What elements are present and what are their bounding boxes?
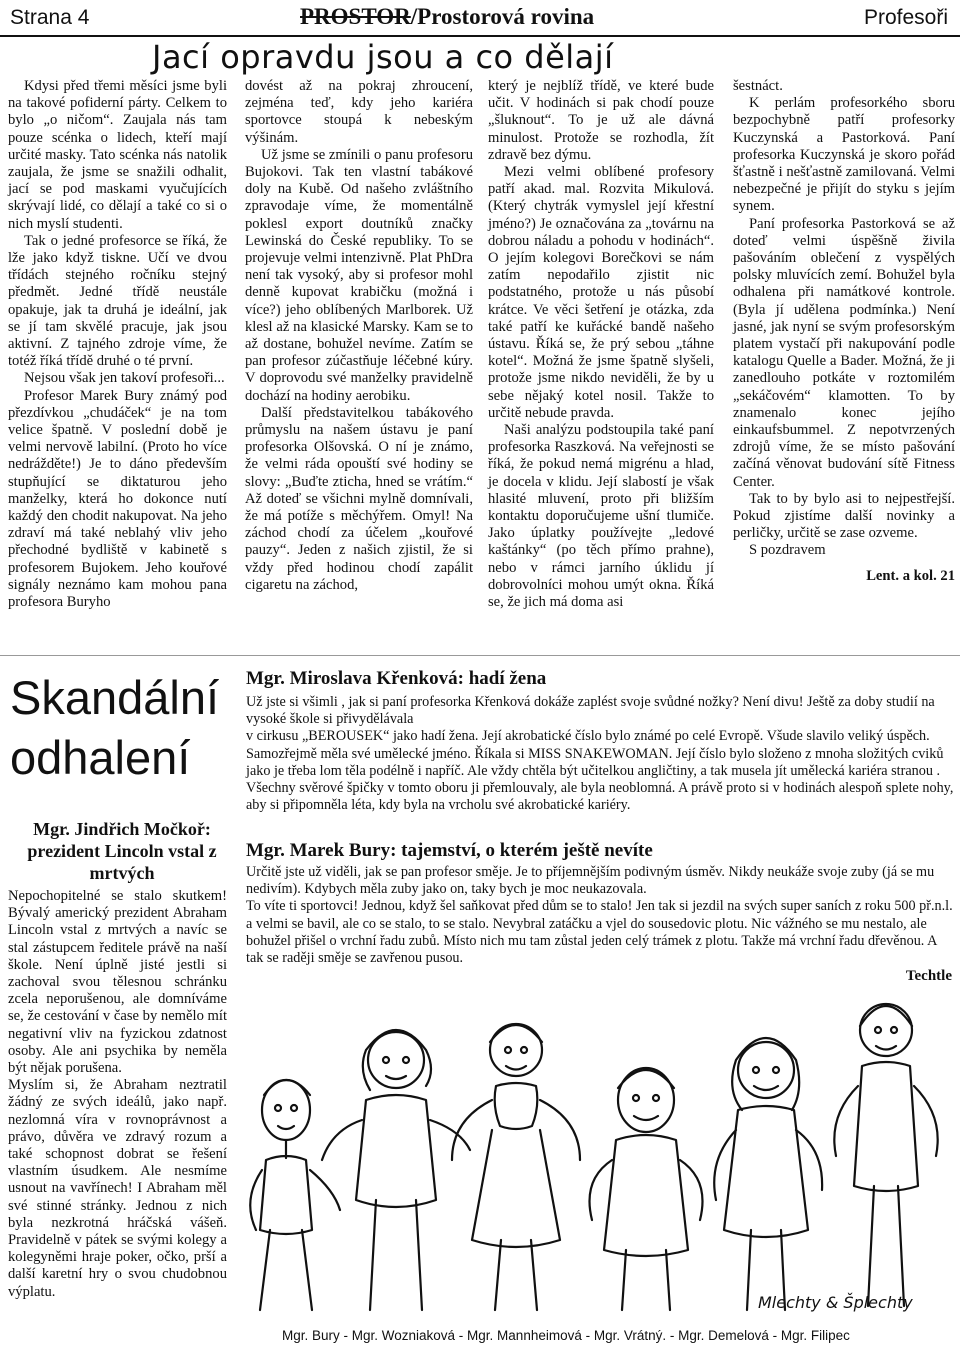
paragraph: Už jste si všimli , jak si paní profesorka Křenková dokáže zaplést svoje svůdné nožky? Není divu! Ještě za doby studií na vysoké škole si přivydělávala bbox=[246, 694, 935, 728]
section-name bbox=[300, 4, 594, 30]
bury-heading: Mgr. Marek Bury: tajemství, o kterém ještě nevíte bbox=[246, 840, 653, 861]
paragraph: Nepochopitelné se stalo skutkem! Bývalý americký prezident Abraham Lincoln vstal z mrtvých a navíc se stal zástupcem ředitele právě na naší škole. Není úplně jisté jestli si zachoval svou tělesnou schránku zcela neporušenou, ale domníváme se, že cestování v čase by nemělo mít negativní vliv na fyzickou zdatnost osoby. Ale ani psychika by neměla být nějak porušena. bbox=[8, 888, 227, 1077]
paragraph: Určitě jste už viděli, jak se pan profesor směje. Je to příjemnějším podivným úsměv. Nikdy neukáže svoje zuby (já se mu nedivím). Kdybych měla zuby jako on, taky bych je moc neukazovala. bbox=[246, 864, 935, 898]
paragraph: dovést až na pokraj zhroucení, zejména teď, kdy jeho kariéra sportovce stoupá k nebeským výšinám. bbox=[245, 78, 473, 146]
paragraph: Už jsme se zmínili o panu profesoru Bujokovi. Tak ten vlastní tabákové doly na Kubě. Od našeho zvláštního zpravodaje víme, že momentálně poklesl export doutníků značky Lewinská do České republiky. To se projevuje velmi intenzivně. Plat PhDra není tak vysoký, aby si profesor mohl denně kupovat krabičku (možná i více?) jeho oblíbených Marlborek. Už klesl až na klasické Marsky. Kam se to až dostane, bohužel nevíme. Zatím se pan profesor zúčastňuje léčebné kúry. V doprovodu své manželky pravidelně dochází na hodiny aerobiku. bbox=[245, 146, 473, 404]
page-number: Strana 4 bbox=[10, 6, 90, 29]
article-column-4 bbox=[733, 78, 955, 585]
category-label: Profesoři bbox=[863, 6, 948, 29]
page-header bbox=[0, 0, 960, 36]
cartoon-figure-3 bbox=[452, 1024, 580, 1310]
scandal-subheading: Mgr. Jindřich Močkoř: prezident Lincoln vstal z mrtvých bbox=[27, 819, 217, 883]
krenkova-heading: Mgr. Miroslava Křenková: hadí žena bbox=[246, 668, 547, 689]
section-divider bbox=[0, 655, 960, 656]
scandal-heading-line-2: odhalení bbox=[10, 731, 191, 784]
article-column-2 bbox=[245, 78, 473, 594]
paragraph: K perlám profesorkého sboru bezpochybně patří profesorky Kuczynská a Pastorková. Paní profesorka Kuczynská je skoro pořád šťastně i nešťastně zamilovaná. Velmi nebezpečné je přijít do styku s jejím synem. bbox=[733, 95, 955, 215]
paragraph: Nejsou však jen takoví profesoři... bbox=[24, 370, 225, 387]
cartoon-figure-1 bbox=[250, 1080, 340, 1310]
paragraph: Kdysi před třemi měsíci jsme byli na takové pofiderní párty. Celkem to bylo „o ničom“. Zaujala nás tam pouze scénka o lidech, kteří mají určité masky. Tato scénka nás natolik zaujala, že jsme se snažili odhalit, jací se pod maskami vyučujících skrývají lidé, co dělají a také co si o nich myslí studenti. bbox=[8, 78, 227, 232]
paragraph: Profesor Marek Bury známý pod přezdívkou „chudáček“ je na tom velice špatně. V poslední době je velmi nervově labilní. (Proto ho více nedrážděte!) Je to dáno především stupňující se diktaturou jeho manželky, která ho dokonce nutí každý den chodit nakupovat. Na jeho zdraví má také neblahý vliv jeho přechodné bydliště v kabinetě s profesorem Bujokem. Jeho kouřové signály neznámo kam mohou pana profesora Buryho bbox=[8, 387, 227, 611]
cartoon-figure-2 bbox=[322, 1030, 470, 1310]
paragraph: v cirkusu „BEROUSEK“ jako hadí žena. Její akrobatické číslo bylo známé po celé Evropě. Všude slavilo veliký úspěch. Samozřejmě měla své umělecké jméno. Říkala si MISS SNAKEWOMAN. Její číslo bylo složeno z mnoha složitých cviků jako je třeba lom těla podélně i napříč. Ale vždy chtěla být učitelkou angličtiny, a tak musela jít umělecká kariéra stranou . Všechny svěrové špičky v tomto oboru ji přemlouvaly, ale byla neoblomná. A právě proto si v hodinách alespoň splete nohy, aby si připomněla léta, kdy byla na vrcholu své akrobatické kariéry. bbox=[246, 728, 954, 814]
article-title: Jací opravdu jsou a co dělají bbox=[152, 38, 614, 76]
paragraph: šestnáct. bbox=[733, 78, 783, 94]
scandal-heading bbox=[10, 668, 230, 788]
paragraph: Další představitelkou tabákového průmyslu na našem ústavu je paní profesorka Olšovská. O ní je známo, že velmi ráda opouští své hodiny se slovy: „Buďte zticha, hned se vrátím.“ Až doteď se všichni mylně domnívali, že má potíže s měchýřem. Omyl! Na záchod chodí za účelem „kouřové pauzy“. Jeden z našich zjistil, že si vždy před hodinou chodí zapálit cigaretu na záchod, bbox=[245, 404, 473, 593]
paragraph: který je nejblíž třídě, ve které bude učit. V hodinách si pak chodí pouze „šluknout“. To je už ale dávná minulost. Protože se rozhodla, žít zdravě bez dýmu. bbox=[488, 78, 714, 163]
cartoon-figure-5 bbox=[714, 1038, 822, 1310]
article-column-1 bbox=[8, 78, 227, 611]
scandal-heading-line-1: Skandální bbox=[10, 671, 220, 724]
paragraph: Paní profesorka Pastorková se až doteď velmi úspěšně živila pašováním oblečení z vyspělých polsky mluvících zemí. Bohužel byla odhalena při namátkové kontrole. (Byla jí udělena podmínka.) Není jasné, jak nyní se svým profesorským platem vystačí při nakupování podle katalogu Quelle a Bader. Možná, že ji zanedlouho potkáte v roztomilém „sekáčovém“ klamotten. To by znamenalo konec jejího einkaufsbummel. Z nepotvrzených zdrojů víme, že se místo pašování začíná věnovat budování sítě Fitness Center. bbox=[733, 215, 955, 490]
paragraph: Tak to by bylo asi to nejpestřejší. Pokud zjistíme další novinky a perličky, určitě se zase ozveme. bbox=[733, 490, 955, 542]
scandal-text bbox=[8, 888, 227, 1301]
cartoon-figure-6 bbox=[834, 1004, 937, 1306]
header-rule bbox=[0, 35, 960, 37]
article-column-3 bbox=[488, 78, 714, 611]
bury-signature: Techtle bbox=[905, 968, 952, 984]
paragraph: Myslím si, že Abraham neztratil žádný ze svých ideálů, jako např. nezlomná víra v rovnoprávnost a právo, důvěra ve zdravý rozum a také schopnost dobrat se řešení vlastním úsudkem. Ale nesmíme usnout na vavřínech! I Abraham měl své stinné stránky. Jednou z nich byla nezkrotná hráčská vášeň. Pravidelně v pátek se svými kolegy a kolegyněmi hraje poker, očko, prší a další karetní hry o svou chudobnou výplatu. bbox=[8, 1077, 227, 1300]
cartoon-artist-signature: Mlechty & Šplechty bbox=[758, 1293, 913, 1312]
krenkova-text bbox=[246, 694, 954, 814]
paragraph: S pozdravem bbox=[749, 542, 826, 559]
paragraph: Naši analýzu podstoupila také paní profesorka Raszková. Na veřejnosti se říká, že pokud nemá migrénu a hlad, je docela v klidu. Její slabostí je však hlasité mluvení, proto při bližším kontaktu doporučujeme ušní tlumiče. Jako úplatky používejte „ledové kaštánky“ (po těch přímo prahne), nebo v rámci jarního úklidu jí dobrovolníci mohou umýt okna. Říká se, že jich má doma asi bbox=[488, 422, 714, 611]
cartoon-illustration bbox=[246, 990, 954, 1324]
paragraph: Mezi velmi oblíbené profesory patří akad. mal. Rozvita Mikulová. (Který chytrák vymyslel její křestní jméno?) Je označována za „továrnu na dobrou náladu a pohodu v hodinách“. O jejím kolegovi Borečkovi se nám zatím nepodařilo zjistit nic podstatného, protože u nás působí krátce. Ve věci šetření je otázka, zda také patří ke kuřácké bandě našeho ústavu. Říká se, že prý sebou „táhne kotel“. Možná že jsme špatně slyšeli, protože jsme nikdo neviděli, že by u sebe nějaký kotel nosil. Takže to určitě nebude pravda. bbox=[488, 164, 714, 421]
article-signature: Lent. a kol. 21 bbox=[866, 567, 955, 584]
paragraph: Tak o jedné profesorce se říká, že lže jako když tiskne. Učí ve dvou třídách stejného ročníku stejný předmět. Jedné třídě neustále opakuje, jak ta druhá je ideální, jak se jí tam skvělé pracuje, jak jsou aktivní. Z tajného zdroje víme, že totéž říká třídě druhé o té první. bbox=[8, 232, 227, 370]
bury-text bbox=[246, 864, 954, 967]
section-name-strike: PROSTOR bbox=[300, 4, 411, 29]
cartoon-caption: Mgr. Bury - Mgr. Wozniaková - Mgr. Mannheimová - Mgr. Vrátný. - Mgr. Demelová - Mgr. Filipec bbox=[282, 1328, 850, 1343]
paragraph: To víte ti sportovci! Jednou, když šel saňkovat před dům se to stalo! Jen tak si jezdil na svých super saních z roku 500 př.n.l. a velmi se bavil, ale co se stalo, to se stalo. Nevybral zatáčku a vjel do sousedovic plotu. Nic vážného se mu nestalo, ale bohužel přišel o vrchní řadu zubů. Místo nich mu tam zůstal jeden celý trámek z plotu. Takže má vrchní řadu dřevěnou. A tak se raději směje se zavřenou pusou. bbox=[246, 898, 953, 967]
section-name-rest: /Prostorová rovina bbox=[410, 4, 595, 29]
cartoon-figure-4 bbox=[590, 1068, 703, 1310]
